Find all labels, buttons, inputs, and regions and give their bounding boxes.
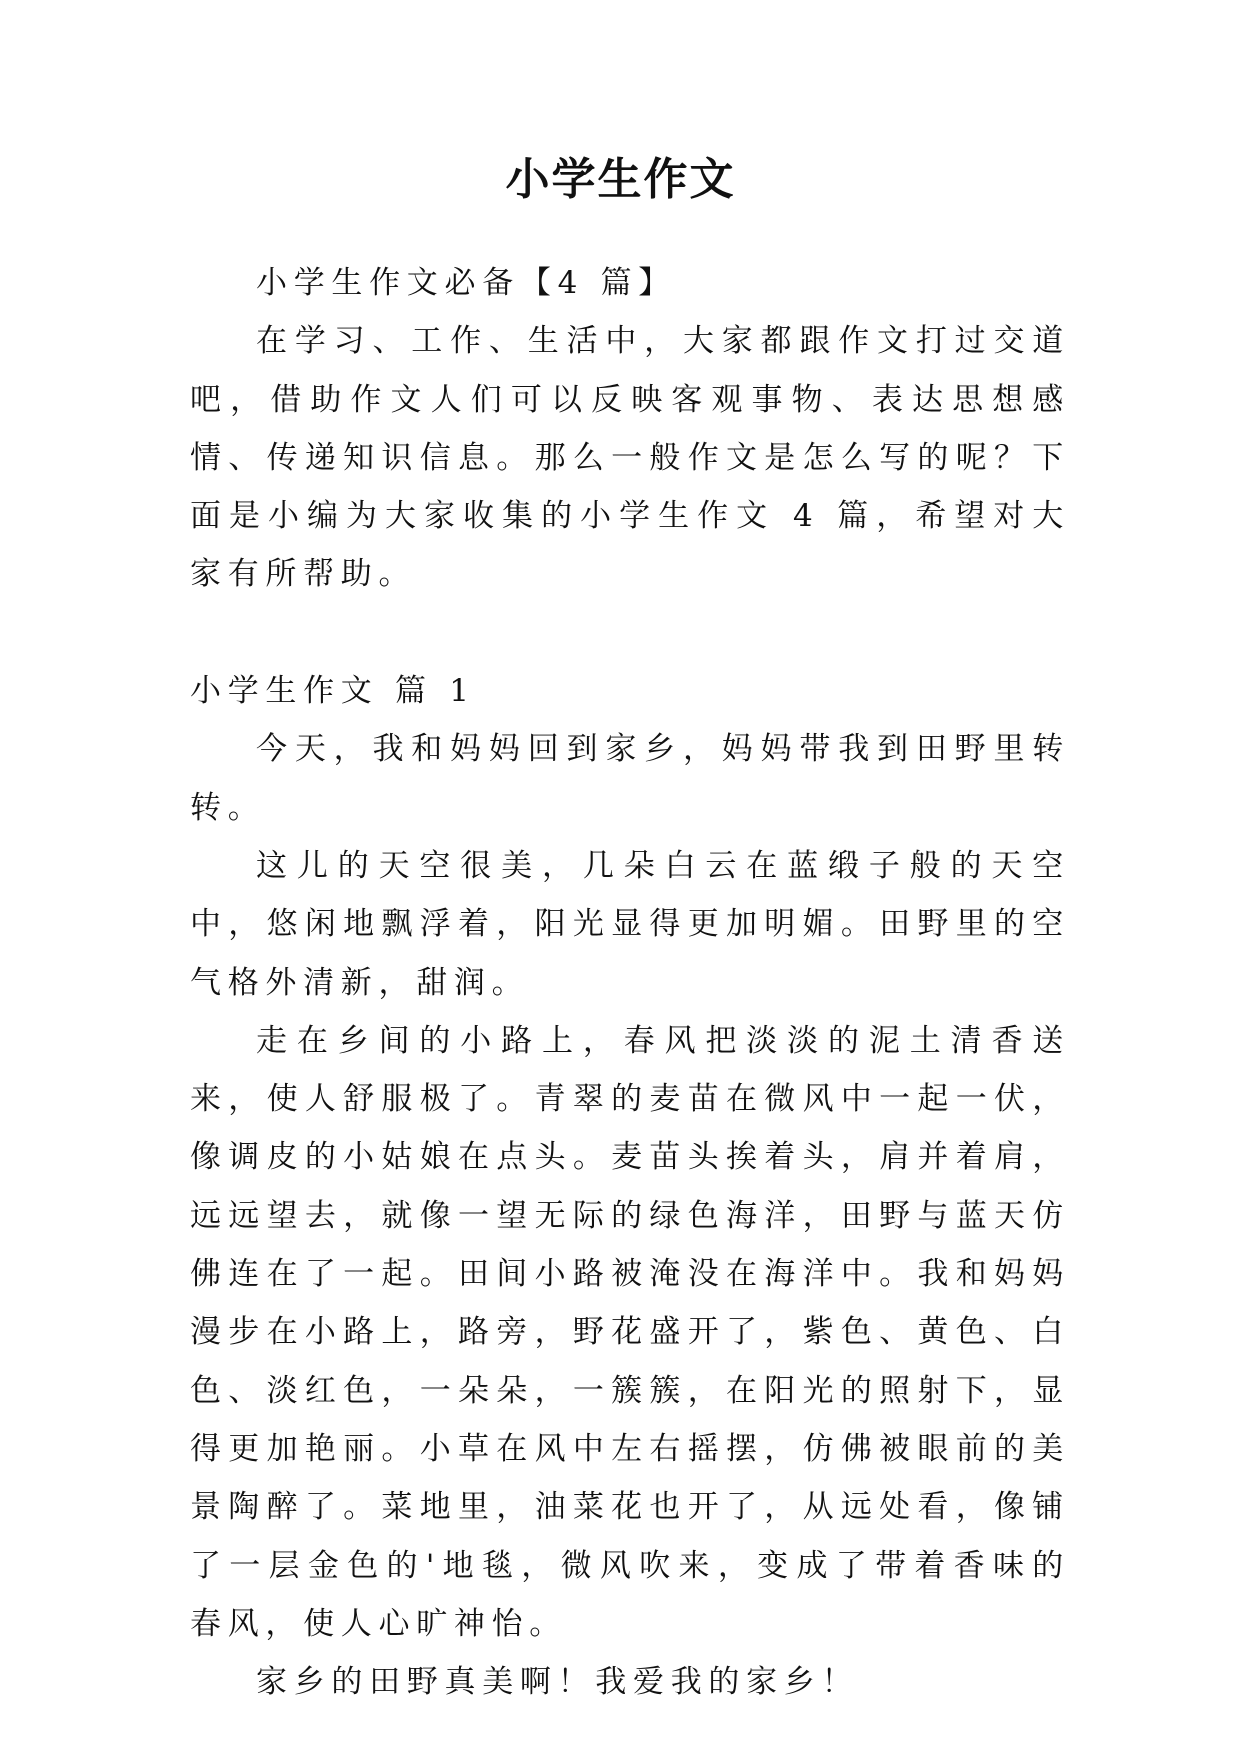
paragraph: 今天，我和妈妈回到家乡，妈妈带我到田野里转转。 bbox=[190, 731, 1070, 826]
paragraph: 走在乡间的小路上，春风把淡淡的泥土清香送来，使人舒服极了。青翠的麦苗在微风中一起一伏，像调皮的小姑娘在点头。麦苗头挨着头，肩并着肩，远远望去，就像一望无际的绿色海洋，田野与蓝天仿佛连在了一起。田间小路被淹没在海洋中。我和妈妈漫步在小路上，路旁，野花盛开了，紫色、黄色、白色、淡红色，一朵朵，一簇簇，在阳光的照射下，显得更加艳丽。小草在风中左右摇摆，仿佛被眼前的美景陶醉了。菜地里，油菜花也开了，从远处看，像铺了一层金色的'地毯，微风吹来，变成了带着香味的春风，使人心旷神怡。 bbox=[190, 1022, 1070, 1642]
document-title: 小学生作文 bbox=[505, 154, 736, 205]
document-subtitle: 小学生作文必备【4 篇】 bbox=[256, 265, 676, 301]
paragraph: 这儿的天空很美，几朵白云在蓝缎子般的天空中，悠闲地飘浮着，阳光显得更加明媚。田野里的空气格外清新，甜润。 bbox=[190, 847, 1070, 1001]
document-body bbox=[190, 254, 1070, 1711]
intro-paragraph: 在学习、工作、生活中，大家都跟作文打过交道吧，借助作文人们可以反映客观事物、表达思想感情、传递知识信息。那么一般作文是怎么写的呢？下面是小编为大家收集的小学生作文 4 篇，希望对大家有所帮助。 bbox=[190, 323, 1070, 593]
section-heading: 小学生作文 篇 1 bbox=[190, 673, 476, 710]
paragraph: 家乡的田野真美啊！我爱我的家乡！ bbox=[256, 1664, 860, 1701]
